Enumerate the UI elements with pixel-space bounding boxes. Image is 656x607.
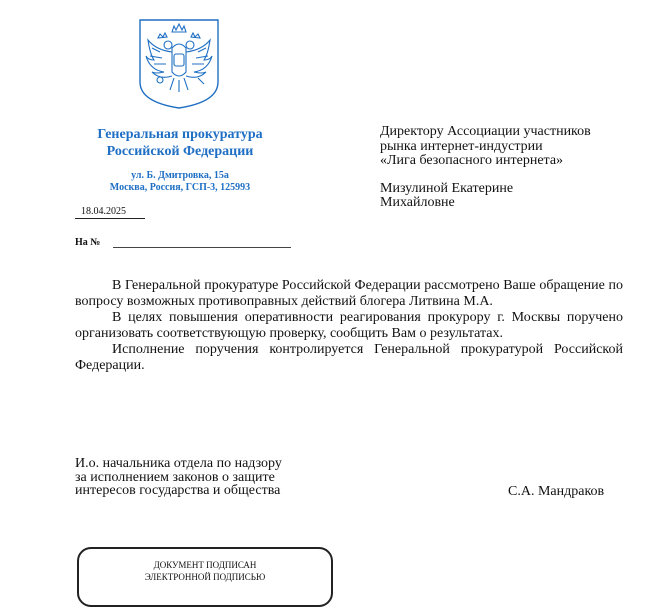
signatory-position: [75, 457, 282, 498]
body-paragraph: В Генеральной прокуратуре Российской Федерации рассмотрено Ваше обращение по вопросу возможных противоправных действий блогера Литвина М.А.: [75, 278, 623, 309]
letter-body: [75, 278, 623, 374]
reference-number-label: На №: [75, 237, 101, 248]
recipient-block: [380, 125, 591, 211]
reference-number-line: [113, 247, 291, 248]
document-date: 18.04.2025: [75, 206, 145, 219]
position-line1: И.о. начальника отдела по надзору: [75, 456, 282, 471]
organization-name: [82, 126, 278, 160]
position-line3: интересов государства и общества: [75, 483, 281, 498]
recipient-line2: рынка интернет-индустрии: [380, 138, 543, 154]
organization-address: [82, 170, 278, 194]
electronic-signature-stamp: [77, 547, 333, 607]
russian-coat-of-arms-icon: [138, 18, 220, 110]
recipient-line4: Мизулиной Екатерине: [380, 180, 514, 196]
signatory-name: С.А. Мандраков: [508, 484, 605, 499]
organization-name-line2: Российской Федерации: [106, 144, 254, 159]
recipient-line5: Михайловне: [380, 195, 455, 210]
address-line2: Москва, Россия, ГСП-3, 125993: [109, 182, 251, 193]
address-line1: ул. Б. Дмитровка, 15а: [131, 170, 229, 181]
stamp-line2: ЭЛЕКТРОННОЙ ПОДПИСЬЮ: [144, 572, 266, 582]
body-paragraph: В целях повышения оперативности реагирования прокурору г. Москвы поручено организовать соответствующую проверку, сообщить Вам о результатах.: [75, 310, 623, 341]
position-line2: за исполнением законов о защите: [75, 469, 275, 485]
body-paragraph: Исполнение поручения контролируется Генеральной прокуратурой Российской Федерации.: [75, 342, 623, 373]
stamp-line1: ДОКУМЕНТ ПОДПИСАН: [153, 560, 257, 570]
recipient-line1: Директору Ассоциации участников: [380, 124, 591, 139]
recipient-line3: «Лига безопасного интернета»: [380, 153, 564, 168]
organization-name-line1: Генеральная прокуратура: [97, 127, 263, 142]
